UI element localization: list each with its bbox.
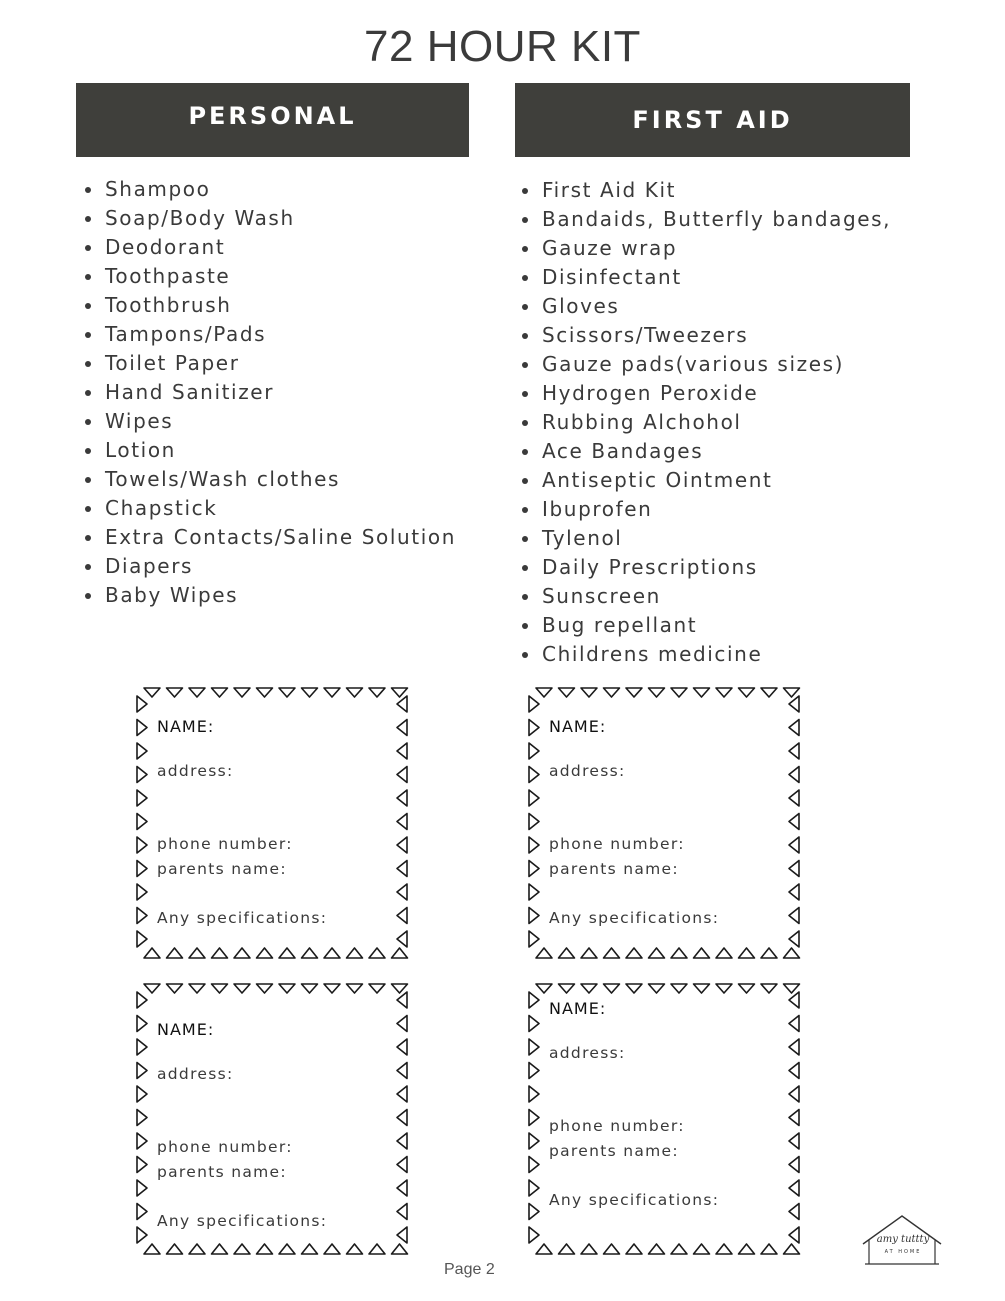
triangle-decoration bbox=[397, 861, 407, 877]
triangle-decoration bbox=[397, 908, 407, 924]
triangle-decoration bbox=[559, 984, 575, 993]
triangle-decoration bbox=[559, 688, 575, 697]
triangle-decoration bbox=[789, 884, 799, 900]
triangle-decoration bbox=[716, 688, 732, 697]
triangle-decoration bbox=[626, 948, 642, 958]
list-item: Wipes bbox=[76, 407, 456, 436]
triangle-decoration bbox=[189, 688, 205, 697]
triangle-decoration bbox=[302, 1244, 318, 1254]
triangle-decoration bbox=[137, 1133, 147, 1149]
logo-subtitle: AT HOME bbox=[884, 1249, 922, 1255]
personal-list bbox=[76, 175, 456, 610]
triangle-decoration bbox=[581, 688, 597, 697]
triangle-decoration bbox=[789, 1063, 799, 1079]
triangle-decoration bbox=[694, 984, 710, 993]
triangle-decoration bbox=[137, 814, 147, 830]
triangle-decoration bbox=[581, 1244, 597, 1254]
triangle-decoration bbox=[369, 688, 385, 697]
list-item: Rubbing Alchohol bbox=[513, 408, 891, 437]
list-item: Bandaids, Butterfly bandages, bbox=[513, 205, 891, 234]
triangle-decoration bbox=[784, 1244, 800, 1254]
triangle-decoration bbox=[739, 688, 755, 697]
triangle-decoration bbox=[212, 948, 228, 958]
triangle-decoration bbox=[397, 1157, 407, 1173]
triangle-decoration bbox=[397, 1110, 407, 1126]
id-card bbox=[134, 980, 410, 1258]
triangle-decoration bbox=[392, 948, 408, 958]
triangle-decoration bbox=[626, 1244, 642, 1254]
personal-header: PERSONAL bbox=[76, 83, 469, 157]
first-aid-header: FIRST AID bbox=[515, 83, 910, 157]
triangle-decoration bbox=[137, 1016, 147, 1032]
triangle-decoration bbox=[581, 948, 597, 958]
triangle-decoration bbox=[144, 984, 160, 993]
name-label: NAME: bbox=[549, 999, 607, 1018]
list-item: Gloves bbox=[513, 292, 891, 321]
list-item: Sunscreen bbox=[513, 582, 891, 611]
triangle-decoration bbox=[302, 948, 318, 958]
triangle-decoration bbox=[137, 1180, 147, 1196]
id-card bbox=[526, 684, 802, 962]
list-item: Chapstick bbox=[76, 494, 456, 523]
parents-label: parents name: bbox=[157, 860, 287, 878]
address-label: address: bbox=[549, 1044, 626, 1062]
triangle-decoration bbox=[789, 767, 799, 783]
triangle-decoration bbox=[694, 1244, 710, 1254]
triangle-decoration bbox=[324, 688, 340, 697]
triangle-decoration bbox=[347, 688, 363, 697]
list-item: Hydrogen Peroxide bbox=[513, 379, 891, 408]
triangle-decoration bbox=[189, 1244, 205, 1254]
list-item: Soap/Body Wash bbox=[76, 204, 456, 233]
list-item: Scissors/Tweezers bbox=[513, 321, 891, 350]
triangle-decoration bbox=[397, 992, 407, 1008]
triangle-decoration bbox=[137, 884, 147, 900]
list-item: Antiseptic Ointment bbox=[513, 466, 891, 495]
triangle-decoration bbox=[761, 984, 777, 993]
triangle-decoration bbox=[137, 767, 147, 783]
triangle-decoration bbox=[789, 931, 799, 947]
triangle-decoration bbox=[302, 688, 318, 697]
triangle-decoration bbox=[234, 948, 250, 958]
phone-label: phone number: bbox=[157, 1138, 293, 1156]
triangle-decoration bbox=[137, 1204, 147, 1220]
parents-label: parents name: bbox=[157, 1163, 287, 1181]
triangle-decoration bbox=[789, 1180, 799, 1196]
list-item: Bug repellant bbox=[513, 611, 891, 640]
triangle-decoration bbox=[529, 992, 539, 1008]
triangle-decoration bbox=[529, 790, 539, 806]
triangle-decoration bbox=[324, 948, 340, 958]
triangle-decoration bbox=[789, 790, 799, 806]
triangle-decoration bbox=[604, 1244, 620, 1254]
triangle-decoration bbox=[694, 688, 710, 697]
triangle-decoration bbox=[716, 984, 732, 993]
triangle-decoration bbox=[279, 984, 295, 993]
triangle-decoration bbox=[167, 688, 183, 697]
triangle-decoration bbox=[784, 984, 800, 993]
triangle-decoration bbox=[167, 984, 183, 993]
triangle-decoration bbox=[529, 861, 539, 877]
triangle-decoration bbox=[529, 1180, 539, 1196]
triangle-decoration bbox=[529, 1063, 539, 1079]
triangle-decoration bbox=[397, 1180, 407, 1196]
triangle-decoration bbox=[789, 1016, 799, 1032]
triangle-decoration bbox=[789, 696, 799, 712]
triangle-decoration bbox=[137, 696, 147, 712]
triangle-decoration bbox=[397, 1086, 407, 1102]
triangle-decoration bbox=[397, 743, 407, 759]
phone-label: phone number: bbox=[157, 835, 293, 853]
triangle-decoration bbox=[212, 688, 228, 697]
phone-label: phone number: bbox=[549, 835, 685, 853]
triangle-decoration bbox=[137, 1063, 147, 1079]
triangle-decoration bbox=[369, 1244, 385, 1254]
triangle-decoration bbox=[397, 1204, 407, 1220]
phone-label: phone number: bbox=[549, 1117, 685, 1135]
triangle-decoration bbox=[649, 948, 665, 958]
triangle-decoration bbox=[626, 984, 642, 993]
triangle-decoration bbox=[137, 908, 147, 924]
triangle-decoration bbox=[137, 837, 147, 853]
triangle-decoration bbox=[529, 1157, 539, 1173]
triangle-decoration bbox=[694, 948, 710, 958]
list-item: Gauze pads(various sizes) bbox=[513, 350, 891, 379]
list-item: Extra Contacts/Saline Solution bbox=[76, 523, 456, 552]
triangle-decoration bbox=[789, 743, 799, 759]
list-item: Tylenol bbox=[513, 524, 891, 553]
list-item: Hand Sanitizer bbox=[76, 378, 456, 407]
triangle-decoration bbox=[649, 1244, 665, 1254]
triangle-decoration bbox=[392, 1244, 408, 1254]
triangle-decoration bbox=[604, 984, 620, 993]
triangle-decoration bbox=[784, 688, 800, 697]
triangle-decoration bbox=[397, 790, 407, 806]
name-label: NAME: bbox=[157, 717, 215, 736]
list-item: Ace Bandages bbox=[513, 437, 891, 466]
triangle-decoration bbox=[529, 1110, 539, 1126]
triangle-decoration bbox=[789, 1133, 799, 1149]
triangle-decoration bbox=[279, 948, 295, 958]
triangle-decoration bbox=[212, 984, 228, 993]
triangle-decoration bbox=[392, 688, 408, 697]
triangle-decoration bbox=[716, 948, 732, 958]
logo-name: amy tuttty bbox=[876, 1234, 930, 1245]
triangle-decoration bbox=[397, 1063, 407, 1079]
triangle-decoration bbox=[789, 861, 799, 877]
first-aid-list bbox=[513, 176, 891, 669]
triangle-decoration bbox=[784, 948, 800, 958]
list-item: Lotion bbox=[76, 436, 456, 465]
triangle-decoration bbox=[397, 814, 407, 830]
triangle-decoration bbox=[789, 720, 799, 736]
page-title: 72 HOUR KIT bbox=[364, 22, 641, 71]
triangle-decoration bbox=[137, 992, 147, 1008]
triangle-decoration bbox=[789, 1039, 799, 1055]
triangle-decoration bbox=[761, 1244, 777, 1254]
triangle-decoration bbox=[739, 984, 755, 993]
triangle-decoration bbox=[536, 984, 552, 993]
triangle-decoration bbox=[137, 1157, 147, 1173]
triangle-decoration bbox=[397, 720, 407, 736]
address-label: address: bbox=[549, 762, 626, 780]
triangle-decoration bbox=[739, 1244, 755, 1254]
address-label: address: bbox=[157, 1065, 234, 1083]
triangle-decoration bbox=[529, 767, 539, 783]
list-item: Tampons/Pads bbox=[76, 320, 456, 349]
specifications-label: Any specifications: bbox=[549, 1191, 720, 1209]
triangle-decoration bbox=[257, 948, 273, 958]
triangle-decoration bbox=[529, 837, 539, 853]
triangle-decoration bbox=[369, 984, 385, 993]
triangle-decoration bbox=[529, 1086, 539, 1102]
triangle-decoration bbox=[144, 1244, 160, 1254]
triangle-decoration bbox=[536, 688, 552, 697]
list-item: Toothbrush bbox=[76, 291, 456, 320]
triangle-decoration bbox=[604, 688, 620, 697]
triangle-decoration bbox=[789, 837, 799, 853]
triangle-decoration bbox=[167, 1244, 183, 1254]
parents-label: parents name: bbox=[549, 860, 679, 878]
triangle-decoration bbox=[789, 1157, 799, 1173]
list-item: Daily Prescriptions bbox=[513, 553, 891, 582]
triangle-decoration bbox=[529, 1133, 539, 1149]
triangle-decoration bbox=[671, 688, 687, 697]
triangle-decoration bbox=[649, 984, 665, 993]
triangle-decoration bbox=[347, 948, 363, 958]
triangle-decoration bbox=[347, 984, 363, 993]
triangle-decoration bbox=[581, 984, 597, 993]
list-item: Toilet Paper bbox=[76, 349, 456, 378]
triangle-decoration bbox=[189, 948, 205, 958]
address-label: address: bbox=[157, 762, 234, 780]
parents-label: parents name: bbox=[549, 1142, 679, 1160]
triangle-decoration bbox=[324, 984, 340, 993]
triangle-decoration bbox=[257, 688, 273, 697]
triangle-decoration bbox=[369, 948, 385, 958]
triangle-decoration bbox=[137, 720, 147, 736]
triangle-decoration bbox=[789, 908, 799, 924]
id-card bbox=[526, 980, 802, 1258]
triangle-decoration bbox=[671, 984, 687, 993]
list-item: Disinfectant bbox=[513, 263, 891, 292]
triangle-decoration bbox=[529, 1039, 539, 1055]
triangle-decoration bbox=[137, 1086, 147, 1102]
triangle-decoration bbox=[392, 984, 408, 993]
specifications-label: Any specifications: bbox=[549, 909, 720, 927]
triangle-decoration bbox=[234, 984, 250, 993]
triangle-decoration bbox=[397, 1039, 407, 1055]
list-item: Towels/Wash clothes bbox=[76, 465, 456, 494]
triangle-decoration bbox=[257, 1244, 273, 1254]
triangle-decoration bbox=[212, 1244, 228, 1254]
brand-logo bbox=[855, 1212, 950, 1272]
triangle-decoration bbox=[279, 688, 295, 697]
triangle-decoration bbox=[761, 948, 777, 958]
list-item: Baby Wipes bbox=[76, 581, 456, 610]
triangle-decoration bbox=[789, 992, 799, 1008]
triangle-decoration bbox=[529, 908, 539, 924]
triangle-decoration bbox=[144, 688, 160, 697]
triangle-decoration bbox=[536, 948, 552, 958]
triangle-decoration bbox=[397, 884, 407, 900]
triangle-decoration bbox=[789, 814, 799, 830]
triangle-decoration bbox=[279, 1244, 295, 1254]
list-item: Deodorant bbox=[76, 233, 456, 262]
triangle-decoration bbox=[137, 1227, 147, 1243]
triangle-decoration bbox=[137, 743, 147, 759]
triangle-decoration bbox=[529, 696, 539, 712]
name-label: NAME: bbox=[157, 1020, 215, 1039]
triangle-decoration bbox=[789, 1204, 799, 1220]
triangle-decoration bbox=[671, 1244, 687, 1254]
triangle-decoration bbox=[397, 1227, 407, 1243]
triangle-decoration bbox=[789, 1110, 799, 1126]
triangle-decoration bbox=[671, 948, 687, 958]
triangle-decoration bbox=[397, 1016, 407, 1032]
triangle-decoration bbox=[302, 984, 318, 993]
triangle-decoration bbox=[397, 1133, 407, 1149]
triangle-decoration bbox=[529, 1227, 539, 1243]
triangle-decoration bbox=[529, 814, 539, 830]
triangle-decoration bbox=[257, 984, 273, 993]
triangle-decoration bbox=[234, 1244, 250, 1254]
triangle-decoration bbox=[716, 1244, 732, 1254]
triangle-decoration bbox=[529, 720, 539, 736]
triangle-decoration bbox=[397, 767, 407, 783]
list-item: Shampoo bbox=[76, 175, 456, 204]
triangle-decoration bbox=[137, 790, 147, 806]
triangle-decoration bbox=[559, 1244, 575, 1254]
list-item: Childrens medicine bbox=[513, 640, 891, 669]
list-item: First Aid Kit bbox=[513, 176, 891, 205]
triangle-decoration bbox=[234, 688, 250, 697]
triangle-decoration bbox=[397, 931, 407, 947]
list-item: Ibuprofen bbox=[513, 495, 891, 524]
triangle-decoration bbox=[536, 1244, 552, 1254]
triangle-decoration bbox=[324, 1244, 340, 1254]
triangle-decoration bbox=[167, 948, 183, 958]
list-item: Toothpaste bbox=[76, 262, 456, 291]
triangle-decoration bbox=[397, 696, 407, 712]
triangle-decoration bbox=[529, 931, 539, 947]
triangle-decoration bbox=[347, 1244, 363, 1254]
triangle-decoration bbox=[397, 837, 407, 853]
triangle-decoration bbox=[789, 1227, 799, 1243]
triangle-decoration bbox=[144, 948, 160, 958]
name-label: NAME: bbox=[549, 717, 607, 736]
list-item: Gauze wrap bbox=[513, 234, 891, 263]
triangle-decoration bbox=[189, 984, 205, 993]
specifications-label: Any specifications: bbox=[157, 909, 328, 927]
triangle-decoration bbox=[529, 1204, 539, 1220]
triangle-decoration bbox=[649, 688, 665, 697]
triangle-decoration bbox=[626, 688, 642, 697]
triangle-decoration bbox=[761, 688, 777, 697]
specifications-label: Any specifications: bbox=[157, 1212, 328, 1230]
list-item: Diapers bbox=[76, 552, 456, 581]
triangle-decoration bbox=[137, 1039, 147, 1055]
triangle-decoration bbox=[559, 948, 575, 958]
id-card bbox=[134, 684, 410, 962]
triangle-decoration bbox=[529, 1016, 539, 1032]
triangle-decoration bbox=[604, 948, 620, 958]
page-number: Page 2 bbox=[444, 1261, 495, 1278]
triangle-decoration bbox=[137, 861, 147, 877]
triangle-decoration bbox=[739, 948, 755, 958]
triangle-decoration bbox=[529, 743, 539, 759]
triangle-decoration bbox=[529, 884, 539, 900]
triangle-decoration bbox=[137, 931, 147, 947]
triangle-decoration bbox=[137, 1110, 147, 1126]
triangle-decoration bbox=[789, 1086, 799, 1102]
